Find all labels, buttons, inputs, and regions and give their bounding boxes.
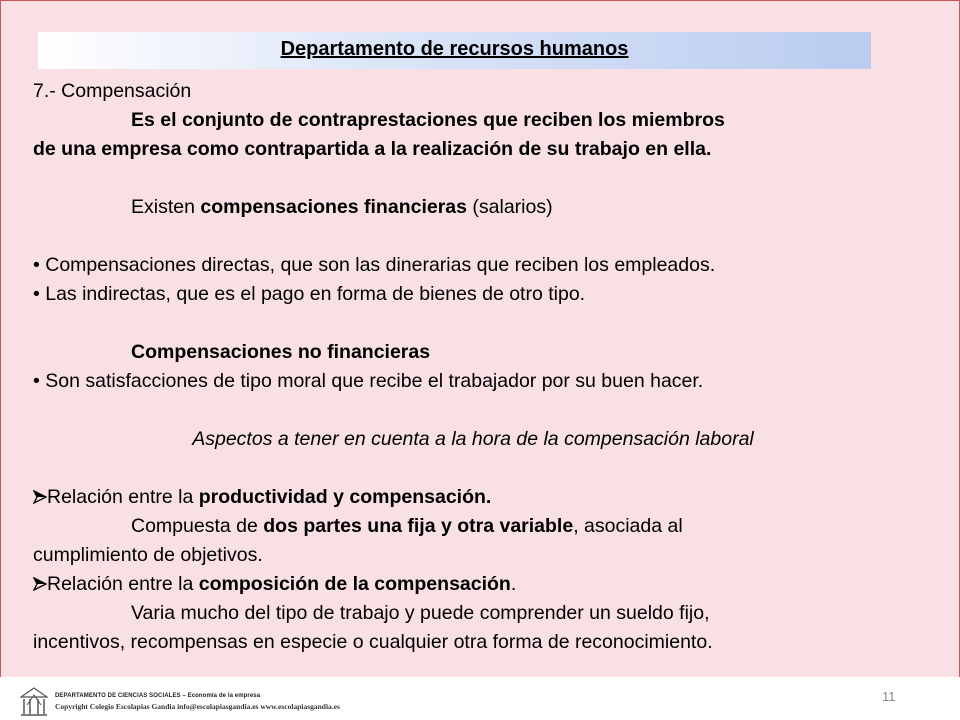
item-2-detail-line-2: incentivos, recompensas en especie o cualquier otra forma de reconocimiento. <box>33 631 713 653</box>
definition-text-1: Es el conjunto de contraprestaciones que reciben los miembros <box>131 109 725 131</box>
item-1-detail-end: , asociada al <box>573 515 683 537</box>
bullet-non-financial: • Son satisfacciones de tipo moral que recibe el trabajador por su buen hacer. <box>33 370 704 392</box>
aspects-heading: Aspectos a tener en cuenta a la hora de la compensación laboral <box>192 428 754 450</box>
item-2-prefix: Relación entre la <box>47 573 199 595</box>
financial-bold: compensaciones financieras <box>200 196 467 218</box>
section-title: 7.- Compensación <box>33 80 192 102</box>
item-1 <box>33 483 913 512</box>
item-2-bold: composición de la compensación <box>198 573 511 595</box>
definition-text-2: de una empresa como contrapartida a la realización de su trabajo en ella. <box>33 138 712 160</box>
non-financial-heading-text: Compensaciones no financieras <box>131 341 431 363</box>
footer-copyright: Copyright Colegio Escolapias Gandia info@escolapiasgandia.es www.escolapiasgandia.es <box>55 702 340 711</box>
bullet-indirect: • Las indirectas, que es el pago en forma de bienes de otro tipo. <box>33 283 586 305</box>
financial-tail: (salarios) <box>467 196 553 218</box>
item-2-suffix: . <box>510 573 517 595</box>
item-1-detail-bold: dos partes una fija y otra variable <box>263 515 574 537</box>
arrow-bullet-icon <box>33 577 47 591</box>
footer <box>0 677 960 720</box>
item-2 <box>33 570 913 599</box>
title-bar <box>38 32 871 69</box>
footer-department: DEPARTAMENTO DE CIENCIAS SOCIALES – Economía de la empresa <box>55 693 261 699</box>
financial-intro: Existen <box>131 196 201 218</box>
non-financial-heading <box>33 338 913 367</box>
slide-content <box>33 77 913 657</box>
school-logo-icon <box>20 687 48 717</box>
definition-line-2 <box>33 135 913 164</box>
item-1-prefix: Relación entre la <box>47 486 199 508</box>
bullet-direct: • Compensaciones directas, que son las dinerarias que reciben los empleados. <box>33 254 716 276</box>
financial-line <box>33 193 913 222</box>
item-2-detail-line-1: Varia mucho del tipo de trabajo y puede comprender un sueldo fijo, <box>131 602 710 624</box>
definition-line-1 <box>33 106 913 135</box>
item-1-bold: productividad y compensación. <box>198 486 492 508</box>
page-title: Departamento de recursos humanos <box>280 38 629 60</box>
item-1-detail-line-2: cumplimiento de objetivos. <box>33 544 263 566</box>
item-1-detail <box>33 512 913 541</box>
item-1-detail-start: Compuesta de <box>131 515 264 537</box>
page-number: 11 <box>882 689 896 704</box>
arrow-bullet-icon <box>33 490 47 504</box>
